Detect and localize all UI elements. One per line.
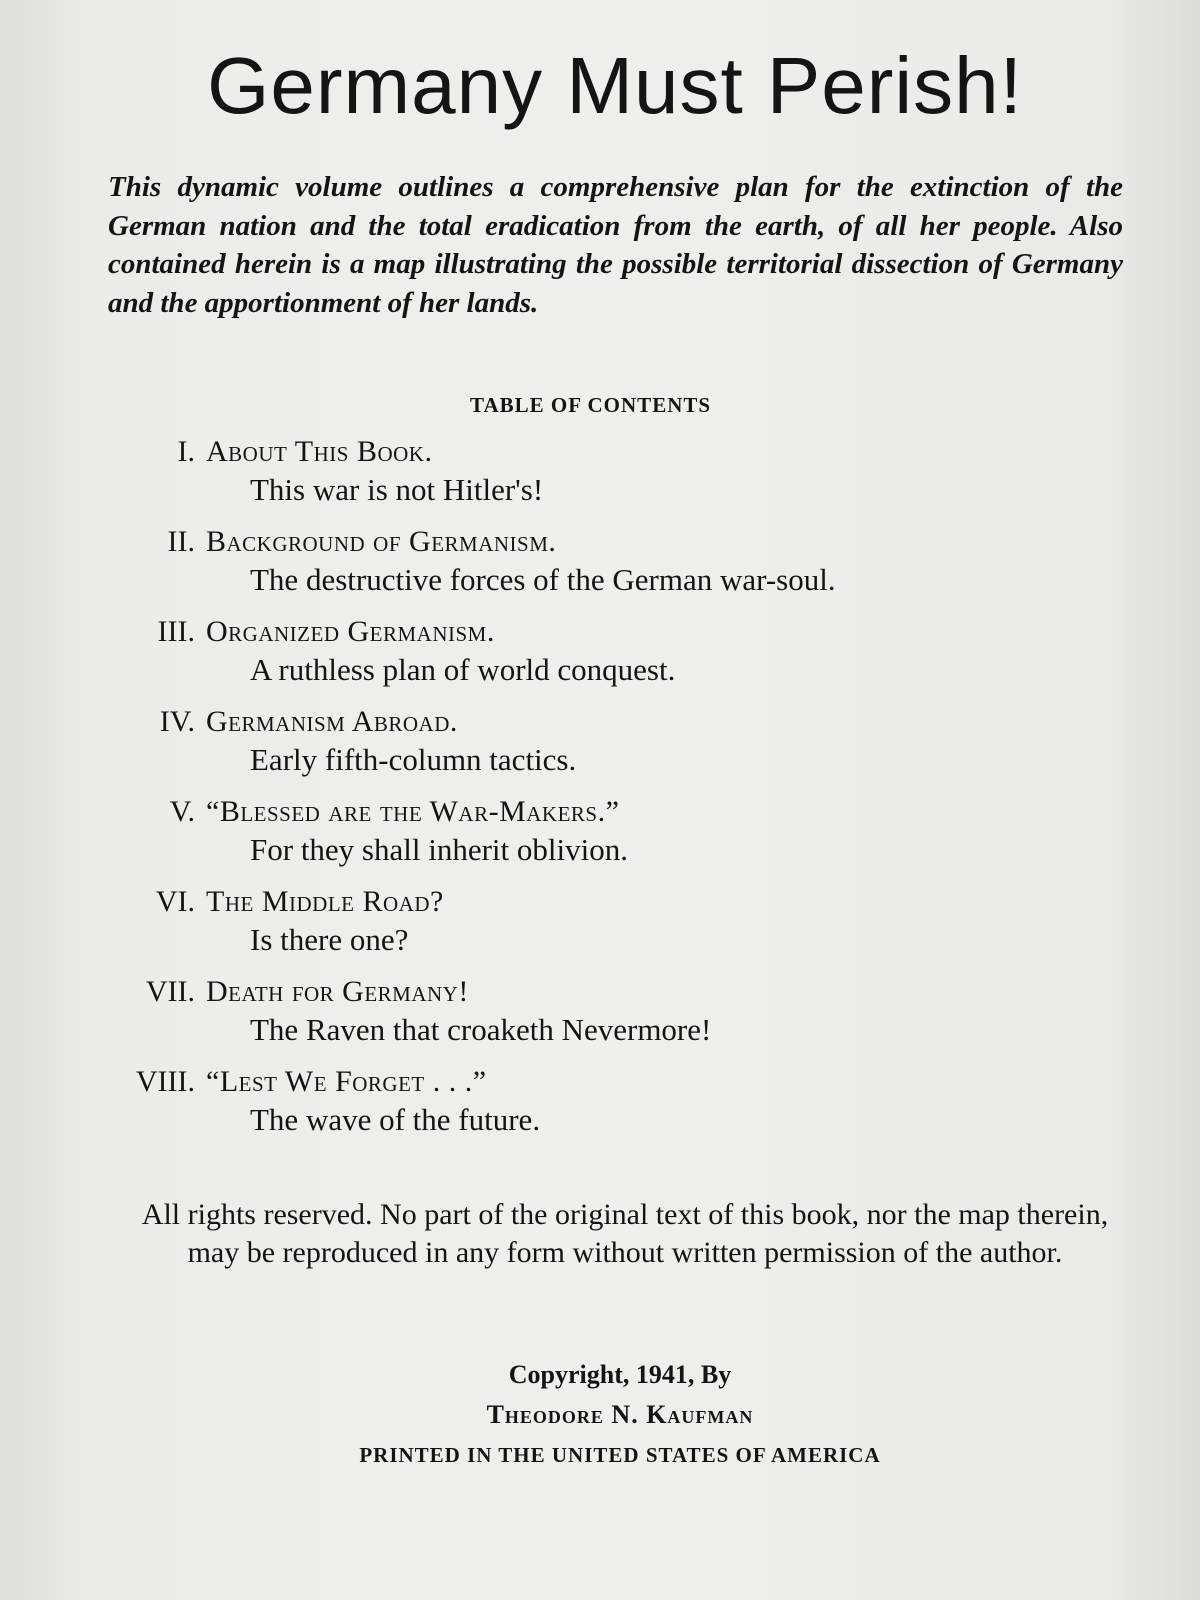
toc-subtitle: The destructive forces of the German war-soul. [250,562,836,597]
toc-number: I. [177,435,195,468]
toc-heading: TABLE OF CONTENTS [470,393,712,417]
toc-number: IV. [159,705,195,738]
toc-entry [0,794,1200,882]
copyright-line: Copyright, 1941, By [508,1360,732,1389]
toc-title: “Blessed are the War-Makers.” [206,795,620,828]
toc-title: Death for Germany! [206,975,469,1008]
toc-entry [0,434,1200,522]
toc-entry [0,704,1200,792]
author-name: Theodore N. Kaufman [486,1400,754,1429]
toc-number: VII. [145,975,195,1008]
book-description: This dynamic volume outlines a comprehensive plan for the extinction of the German nation and the total eradication from the earth, of all her people. Also contained herein is a map illustrating the possible territorial dissection of Germany and the apportionment of her lands. [108,171,1123,319]
toc-title: “Lest We Forget . . .” [206,1065,487,1098]
toc-entry [0,614,1200,702]
toc-number: III. [157,615,195,648]
toc-title: Background of Germanism. [206,525,557,558]
book-title: Germany Must Perish! [207,41,1023,130]
toc-entry [0,974,1200,1062]
toc-subtitle: A ruthless plan of world conquest. [250,652,676,687]
toc-title: About This Book. [206,435,433,468]
toc-entry [0,884,1200,972]
toc-subtitle: Early fifth-column tactics. [250,742,577,777]
toc-subtitle: This war is not Hitler's! [250,472,544,507]
toc-entry [0,524,1200,612]
printed-in-notice: PRINTED IN THE UNITED STATES OF AMERICA [359,1443,881,1467]
toc-number: VI. [155,885,195,918]
toc-title: Germanism Abroad. [206,705,458,738]
rights-notice: All rights reserved. No part of the original text of this book, nor the map therein, may be reproduced in any form without written permission of the author. [141,1198,1109,1269]
toc-subtitle: For they shall inherit oblivion. [250,832,628,867]
toc-title: The Middle Road? [206,885,444,918]
toc-subtitle: The wave of the future. [250,1102,541,1137]
toc-number: II. [167,525,195,558]
toc-number: VIII. [135,1065,195,1098]
toc-subtitle: The Raven that croaketh Nevermore! [250,1012,712,1047]
toc-subtitle: Is there one? [250,922,409,957]
toc-number: V. [169,795,195,828]
toc-title: Organized Germanism. [206,615,495,648]
toc-entry [0,1064,1200,1152]
